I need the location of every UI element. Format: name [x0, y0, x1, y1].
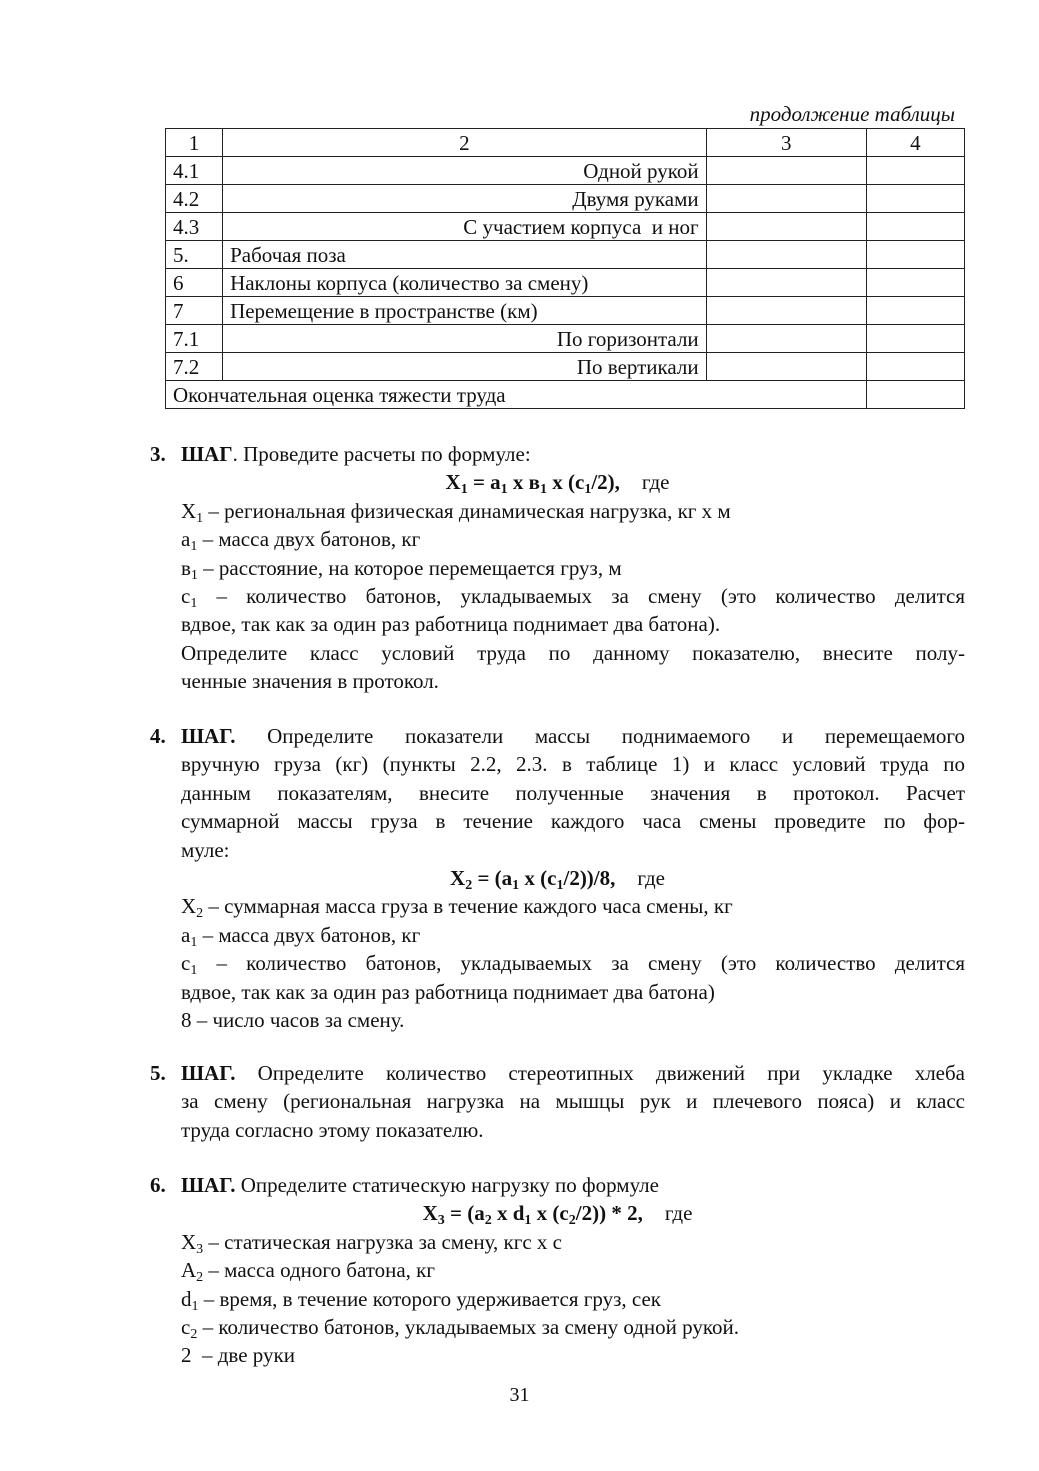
step-4-text-2: вручную груза (кг) (пункты 2.2, 2.3. в таблице 1) и класс условий труда по [181, 752, 965, 777]
definition-hours: 8 – число часов за смену. [181, 1008, 405, 1033]
step-4-text-3: данным показателям, внесите полученные значения в протокол. Расчет [181, 780, 965, 805]
table-cell-empty [706, 213, 866, 241]
final-assessment-label: Окончательная оценка тяжести труда [166, 381, 867, 409]
table-continuation-note: продолжение таблицы [749, 102, 955, 126]
table-row [166, 241, 965, 269]
table-cell-empty [866, 381, 964, 409]
formula-x1: $X_1 = a_1$ x $в_1$ x $(c_1/2)$, где [445, 470, 670, 498]
step-3-instruction: Определите класс условий труда по данному показателю, внесите полу- [181, 640, 965, 665]
table-cell-label: Одной рукой [223, 157, 707, 185]
definition-a1: $a_1$ – масса двух батонов, кг [181, 922, 421, 950]
step-4-text-1: Определите показатели массы поднимаемого и перемещаемого [267, 724, 965, 748]
step-5-text-2: за смену (региональная нагрузка на мышцы рук и плечевого пояса) и класс [181, 1089, 965, 1114]
table-header-row [166, 129, 965, 157]
step-6-text-1: Определите статическую нагрузку по формуле [240, 1173, 659, 1197]
step-5-section [150, 1059, 965, 1144]
table-row [166, 185, 965, 213]
step-4-section [150, 722, 965, 1034]
table-row [166, 325, 965, 353]
definition-x1: $X_1$ – региональная физическая динамическая нагрузка, кг х м [181, 498, 731, 526]
step-3-intro: . Проведите расчеты по формуле: [232, 442, 531, 466]
definition-v1: $в_1$ – расстояние, на которое перемещается груз, м [181, 555, 622, 583]
definition-c1-cont: вдвое, так как за один раз работница поднимает два батона) [181, 979, 715, 1004]
table-cell-num: 7.2 [166, 353, 223, 381]
table-header-cell: 1 [166, 129, 223, 157]
step-5-heading [150, 1059, 965, 1087]
definition-d1: $d_1$ – время, в течение которого удерживается груз, сек [181, 1286, 661, 1314]
formula-x3: $X_3 = (a_2$ x $d_1$ x $(c_2/2)) * 2$, где [422, 1201, 693, 1229]
step-label: ШАГ [181, 442, 233, 466]
table-row [166, 157, 965, 185]
step-number: 4. [150, 724, 166, 748]
table-cell-empty [866, 241, 964, 269]
table-cell-empty [866, 157, 964, 185]
table-cell-num: 6 [166, 269, 223, 297]
table-cell-empty [866, 325, 964, 353]
table-cell-label: Двумя руками [223, 185, 707, 213]
step-4-text-5: муле: [181, 837, 230, 862]
table-row [166, 353, 965, 381]
table-cell-empty [706, 241, 866, 269]
page-number: 31 [509, 1384, 530, 1406]
definition-c1-cont: вдвое, так как за один раз работница поднимает два батона). [181, 612, 721, 637]
step-number: 5. [150, 1061, 166, 1085]
table-cell-empty [866, 353, 964, 381]
table-cell-label: По горизонтали [223, 325, 707, 353]
step-3-instruction-cont: ченные значения в протокол. [181, 669, 439, 694]
definition-x3: $X_3$ – статическая нагрузка за смену, кгс х с [181, 1229, 562, 1257]
table-cell-empty [706, 185, 866, 213]
step-number: 6. [150, 1173, 166, 1197]
definition-a2: $A_2$ – масса одного батона, кг [181, 1258, 436, 1286]
step-label: ШАГ. [181, 1173, 236, 1197]
step-number: 3. [150, 442, 166, 466]
table-header-cell: 2 [223, 129, 707, 157]
table-cell-num: 7.1 [166, 325, 223, 353]
table-cell-label: По вертикали [223, 353, 707, 381]
table-cell-empty [706, 297, 866, 325]
step-5-text-1: Определите количество стереотипных движений при укладке хлеба [257, 1061, 965, 1085]
table-header-cell: 3 [706, 129, 866, 157]
table-cell-num: 4.2 [166, 185, 223, 213]
table-row [166, 269, 965, 297]
step-3-section [150, 440, 965, 696]
step-label: ШАГ. [181, 1061, 236, 1085]
table-cell-label: Рабочая поза [223, 241, 707, 269]
table-header-cell: 4 [866, 129, 964, 157]
definition-two-hands: 2 – две руки [181, 1343, 295, 1368]
step-4-text-4: суммарной массы груза в течение каждого часа смены проведите по фор- [181, 809, 965, 834]
step-label: ШАГ. [181, 724, 236, 748]
step-6-heading [150, 1171, 965, 1199]
table-cell-empty [706, 353, 866, 381]
table-cell-num: 7 [166, 297, 223, 325]
table-cell-empty [706, 325, 866, 353]
definition-c1: $c_1$ – количество батонов, укладываемых за смену (это количество делится [181, 584, 965, 612]
table-cell-label: Наклоны корпуса (количество за смену) [223, 269, 707, 297]
step-4-heading [150, 722, 965, 750]
definition-a1: $a_1$ – масса двух батонов, кг [181, 527, 421, 555]
step-6-section [150, 1171, 965, 1370]
table-cell-empty [866, 213, 964, 241]
step-3-heading [150, 440, 965, 468]
table-cell-label: Перемещение в пространстве (км) [223, 297, 707, 325]
table-cell-empty [866, 297, 964, 325]
table-row [166, 213, 965, 241]
table-cell-label: С участием корпуса и ног [223, 213, 707, 241]
table-cell-empty [706, 157, 866, 185]
table-cell-num: 5. [166, 241, 223, 269]
table-row [166, 297, 965, 325]
table-cell-empty [866, 269, 964, 297]
definition-c1: $c_1$ – количество батонов, укладываемых за смену (это количество делится [181, 951, 965, 979]
table-cell-empty [706, 269, 866, 297]
load-indicators-table [165, 128, 965, 409]
table-cell-num: 4.1 [166, 157, 223, 185]
step-5-text-3: труда согласно этому показателю. [181, 1117, 484, 1142]
table-final-row [166, 381, 965, 409]
definition-x2: $X_2$ – суммарная масса груза в течение каждого часа смены, кг [181, 894, 733, 922]
definition-c2: $c_2$ – количество батонов, укладываемых за смену одной рукой. [181, 1315, 740, 1343]
table-cell-num: 4.3 [166, 213, 223, 241]
formula-x2: $X_2 = (a_1$ x $(c_1/2))/8$, где [450, 866, 665, 894]
table-cell-empty [866, 185, 964, 213]
